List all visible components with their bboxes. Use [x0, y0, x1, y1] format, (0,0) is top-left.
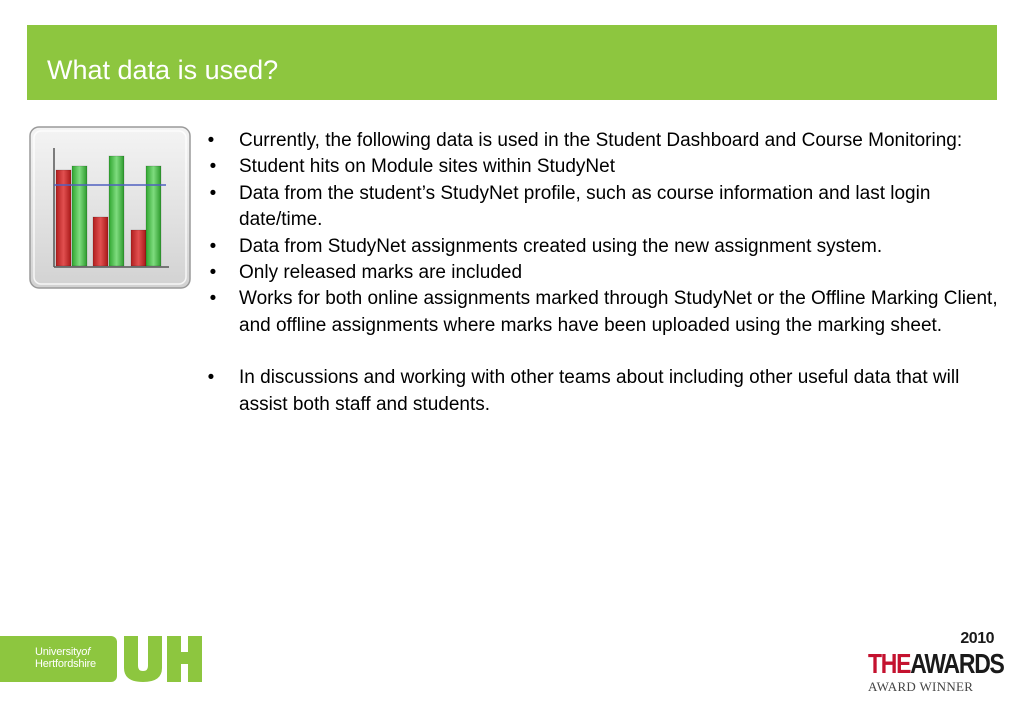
- bullet-glyph: •: [207, 130, 215, 151]
- awards-badge: [864, 630, 1004, 695]
- bullet-glyph: •: [209, 235, 217, 257]
- list-item: [204, 128, 1004, 339]
- bullet-glyph: •: [209, 262, 217, 284]
- bullet-glyph: •: [209, 182, 217, 204]
- chart-bar: [109, 156, 124, 266]
- bullet-text: Works for both online assignments marked through StudyNet or the Offline Marking Client, and offline assignments where marks have been uploaded using the marking sheet.: [239, 288, 998, 336]
- list-item: [209, 234, 1004, 340]
- sub-bullet-list: [209, 154, 1004, 339]
- bullet-glyph: •: [209, 288, 217, 310]
- list-item: [204, 365, 1004, 418]
- awards-title: [868, 648, 1004, 680]
- bullet-list: [204, 128, 1004, 418]
- bullet-text: Currently, the following data is used in the Student Dashboard and Course Monitoring:: [239, 130, 963, 151]
- bar-chart-icon: [29, 126, 191, 289]
- chart-bar: [146, 166, 161, 266]
- awards-subtitle: AWARD WINNER: [868, 679, 974, 694]
- list-item: [209, 260, 1004, 286]
- bullet-text: Only released marks are included: [239, 262, 523, 284]
- hertfordshire-word: Hertfordshire: [35, 658, 96, 670]
- bullet-text: Data from the student’s StudyNet profile, such as course information and last login date/time.: [239, 182, 931, 231]
- awards-the: THE: [868, 648, 911, 679]
- university-logo: [0, 636, 205, 682]
- awards-year: 2010: [960, 630, 994, 647]
- list-item: [209, 154, 1004, 180]
- bullet-text: Data from StudyNet assignments created using the new assignment system.: [239, 235, 883, 257]
- university-word: University: [35, 646, 82, 658]
- bullet-text: In discussions and working with other teams about including other useful data that will assist both staff and students.: [239, 367, 960, 415]
- logo-tab: [0, 636, 117, 682]
- chart-bar: [93, 217, 108, 266]
- spacer: [204, 339, 1004, 365]
- bullet-text: Student hits on Module sites within StudyNet: [239, 156, 615, 178]
- university-name: [35, 646, 96, 670]
- bullet-glyph: •: [207, 367, 215, 389]
- uh-logo-icon: [122, 636, 204, 682]
- sub-sub-bullet-list: [209, 260, 1004, 339]
- slide-title: What data is used?: [47, 55, 279, 85]
- title-bar: [27, 25, 997, 100]
- list-item: [209, 286, 1004, 339]
- bullet-glyph: •: [209, 156, 217, 178]
- list-item: [209, 181, 1004, 234]
- chart-bar: [72, 166, 87, 266]
- chart-bar: [131, 230, 146, 266]
- awards-word: AWARDS: [910, 648, 1004, 679]
- slide-body: [204, 128, 1004, 418]
- of-word: of: [81, 646, 91, 658]
